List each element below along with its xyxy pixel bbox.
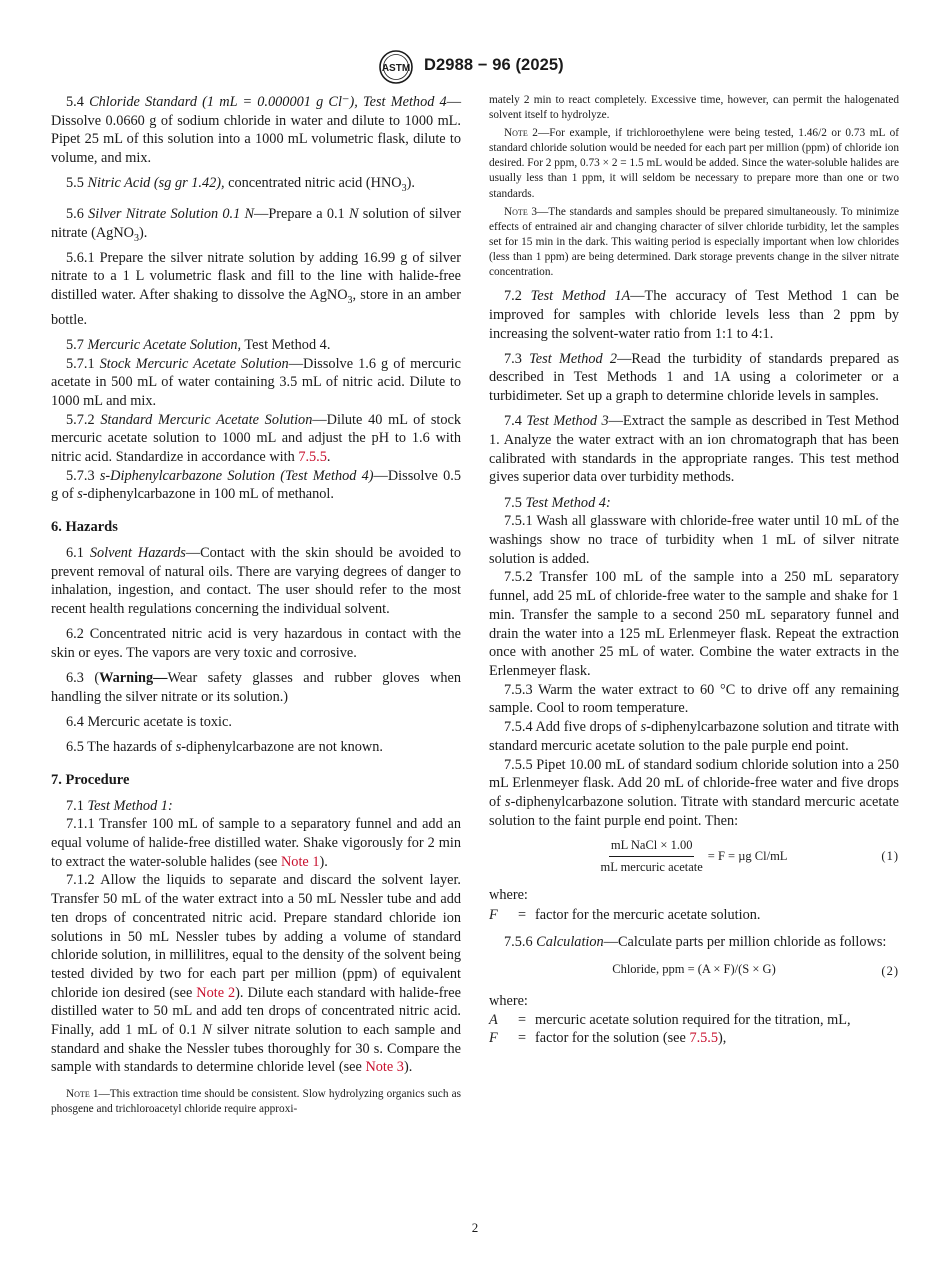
section-5-7-2: 5.7.2 Standard Mercuric Acetate Solution—Dilute 40 mL of stock mercuric acetate solution to 1000 mL and adjust the pH to 1.6 with nitric acid. Standardize in accordance with 7.5.5. [51,411,461,466]
document-designation: D2988 − 96 (2025) [424,56,564,74]
link-note-2[interactable]: Note 2 [196,984,236,1001]
section-5-7-3: 5.7.3 s-Diphenylcarbazone Solution (Test Method 4)—Dissolve 0.5 g of s-diphenylcarbazone in 100 mL of methanol. [51,467,461,503]
equation-2-body: Chloride, ppm = (A × F)/(S × G) [612,962,776,977]
right-column [489,93,899,1047]
section-7-2: 7.2 Test Method 1A—The accuracy of Test Method 1 can be improved for samples with chloride levels less than 2 ppm by increasing the solvent-water ratio from 1:1 to 4:1. [489,288,899,342]
where-label-1: where: [489,887,528,904]
section-5-6-1: 5.6.1 Prepare the silver nitrate solution by adding 16.99 g of silver nitrate to a 1 L volumetric flask and fill to the line with halide-free distilled water. After shaking to dissolve the AgNO$_3$, store in an amber bottle. [51,249,461,328]
section-5-4: 5.4 Chloride Standard (1 mL = 0.000001 g Cl⁻), Test Method 4—Dissolve 0.0660 g of sodium chloride in water and dilute to 1000 mL. Pipet 25 mL of this solution into a 1000 mL volumetric flask, dilute to volume, and mix. [51,94,461,167]
section-7-4: 7.4 Test Method 3—Extract the sample as described in Test Method 1. Analyze the water extract with an ion chromatograph that has been calibrated with standards in the appropriate ranges. This test method gives superior data over turbidity methods. [489,413,899,486]
page-number: 2 [471,1220,479,1235]
astm-logo-icon [378,50,414,84]
section-5-7: 5.7 Mercuric Acetate Solution, Test Method 4. [66,336,331,353]
equation-2 [489,958,899,982]
section-7-heading: 7. Procedure [51,771,130,788]
note-2: Note 2—For example, if trichloroethylene were being tested, 1.46/2 or 0.73 mL of standard chloride solution would be needed for each part per million (ppm) of chloride ion desired. For 2 ppm, 0.73 × 2 = 1.5 mL would be added. Since the water-soluble halides are usually less than 1 ppm, it will seldom be necessary to prepare more than one or two standards. [489,127,899,200]
section-7-3: 7.3 Test Method 2—Read the turbidity of standards prepared as described in Test Methods 1 and 1A using a colorimeter or a turbidimeter. Set up a graph to determine chloride levels in samples. [489,350,900,405]
section-5-7-1: 5.7.1 Stock Mercuric Acetate Solution—Dissolve 1.6 g of mercuric acetate in 500 mL of water containing 3.5 mL of nitric acid. Dilute to 1000 mL and mix. [51,355,461,409]
section-6-heading: 6. Hazards [51,519,118,536]
section-6-3: 6.3 (Warning—Wear safety glasses and rubber gloves when handling the silver nitrate or its solution.) [51,670,461,705]
section-5-5: 5.5 Nitric Acid (sg gr 1.42), concentrated nitric acid $(HNO_3)$. [66,175,415,195]
variable-a-definition: A = mercuric acetate solution required for the titration, mL, [489,1012,851,1029]
section-7-5: 7.5 Test Method 4: [504,494,611,511]
section-6-4: 6.4 Mercuric acetate is toxic. [66,713,232,730]
section-6-5: 6.5 The hazards of s-diphenylcarbazone are not known. [66,739,383,756]
equation-1-numerator: mL NaCl × 1.00 [609,836,695,857]
variable-f-definition: F = factor for the mercuric acetate solution. [489,907,761,924]
section-7-5-5: 7.5.5 Pipet 10.00 mL of standard sodium chloride solution into a 250 mL Erlenmeyer flask. Add 20 mL of chloride-free water and five drops of s-diphenylcarbazone solution. Titrate with standard mercuric acetate solution to the faint purple end point. Then: [489,756,899,829]
section-7-1-1: 7.1.1 Transfer 100 mL of sample to a separatory funnel and add an equal volume of halide-free distilled water. Shake vigorously for 2 min to extract the water-soluble halides (see Note 1). [51,816,461,870]
note-1: Note 1—This extraction time should be consistent. Slow hydrolyzing organics such as phosgene and trichloroacetyl chloride require approxi- [51,1088,461,1116]
section-7-5-1: 7.5.1 Wash all glassware with chloride-free water until 10 mL of the washings show no trace of turbidity when 1 mL of silver nitrate solution is added. [489,513,899,567]
note-3: Note 3—The standards and samples should be prepared simultaneously. To minimize effects of entrained air and changing character of silver chloride turbidity, let the samples set for 15 min in the dark. This waiting period is especially important when low chlorides (less than 1 ppm) are being determined. Dark storage prevents change in the silver nitrate concentration. [489,205,899,279]
section-7-1: 7.1 Test Method 1: [66,797,173,814]
equation-1-fraction [601,836,703,876]
link-7-5-5-ref[interactable]: 7.5.5 [689,1029,719,1046]
equation-1-denominator: mL mercuric acetate [600,859,703,874]
link-7-5-5[interactable]: 7.5.5 [298,449,327,466]
section-7-5-4: 7.5.4 Add five drops of s-diphenylcarbazone solution and titrate with standard mercuric acetate solution to the pale purple end point. [489,719,899,754]
section-7-1-2: 7.1.2 Allow the liquids to separate and discard the solvent layer. Transfer 50 mL of the water extract into a 50 mL Nessler tube and add ten drops of concentrated nitric acid. Prepare standard chloride ion solutions in 50 mL Nessler tubes by adding a volume of standard chloride solution, in millilitres, equal to the density of the solvent being tested divided by two for each part per million (ppm) of equivalent chloride ion desired (see Note 2). Dilute each standard with halide-free distilled water to 50 mL and add ten drops of concentrated nitric acid. Finally, add 1 mL of 0.1 N silver nitrate solution to each sample and standard and shake the Nessler tubes thoroughly for 30 s. Compare the sample with standards to determine chloride level (see Note 3). [51,872,461,1076]
equation-1 [489,836,899,876]
page-header [0,48,950,88]
section-6-2: 6.2 Concentrated nitric acid is very hazardous in contact with the skin or eyes. The vapors are very toxic and corrosive. [51,626,461,661]
equation-1-number: (1) [881,849,899,864]
left-column [51,93,461,1120]
link-note-3[interactable]: Note 3 [365,1059,404,1076]
section-6-1: 6.1 Solvent Hazards—Contact with the skin should be avoided to prevent removal of natural oils. There are varying degrees of danger to inhalation, ingestion, and contact. The user should refer to the most recent health regulations concerning the individual solvent. [51,544,461,617]
note-1-continued: mately 2 min to react completely. Excessive time, however, can permit the halogenated solvent itself to hydrolyze. [489,94,899,122]
section-5-6: 5.6 Silver Nitrate Solution 0.1 N—Prepare a 0.1 N solution of silver nitrate (AgNO$_3$). [51,206,461,244]
equation-1-rhs: = F = µg Cl/mL [707,848,788,863]
variable-f-solution-definition: F = factor for the solution (see 7.5.5), [489,1029,727,1046]
section-7-5-2: 7.5.2 Transfer 100 mL of the sample into a 250 mL separatory funnel, add 25 mL of chloride-free water to the sample and shake for 1 min. Transfer the sample to a second 250 mL separatory funnel and drain the water into a 125 mL Erlenmeyer flask. Repeat the extraction once with another 25 mL of water. Combine the water extracts in the Erlenmeyer flask. [489,569,899,679]
astm-logo-text: ASTM [381,63,411,74]
where-label-2: where: [489,992,528,1009]
equation-2-number: (2) [881,963,899,978]
link-note-1[interactable]: Note 1 [280,853,320,870]
section-7-5-3: 7.5.3 Warm the water extract to 60 °C to drive off any remaining sample. Cool to room temperature. [489,681,899,717]
section-7-5-6: 7.5.6 Calculation—Calculate parts per million chloride as follows: [504,933,887,950]
